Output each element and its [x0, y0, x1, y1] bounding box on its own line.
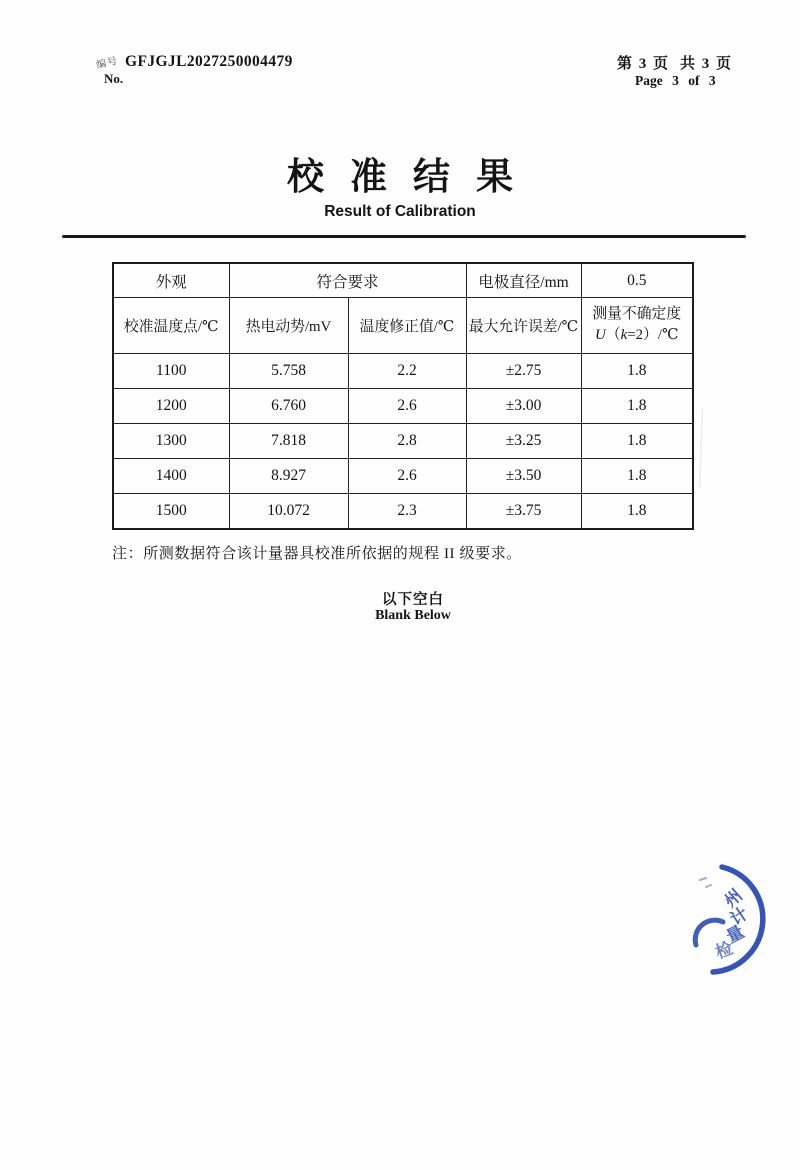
uncertainty-rest: =2）/℃ [627, 327, 679, 343]
cell-temp: 1200 [113, 389, 229, 424]
uncertainty-header-line1: 测量不确定度 [592, 306, 682, 323]
note-text: 注：所测数据符合该计量器具校准所依据的规程 II 级要求。 [112, 546, 522, 562]
col-header-correction: 温度修正值/℃ [348, 298, 466, 354]
uncertainty-paren-open: （ [605, 327, 621, 343]
electrode-diameter-label: 电极直径/mm [466, 263, 581, 298]
blank-below-cn: 以下空白 [382, 592, 444, 608]
cell-emf: 8.927 [229, 459, 348, 494]
official-seal-stamp [680, 850, 790, 990]
cell-mpe: ±3.25 [466, 424, 581, 459]
page-title-cn: 校准结果 [287, 157, 539, 198]
table-row [113, 389, 693, 424]
serial-label-handwritten: 编号 [95, 55, 120, 72]
cell-corr: 2.8 [348, 424, 466, 459]
blank-below-en: Blank Below [375, 608, 451, 623]
appearance-value: 符合要求 [229, 263, 466, 298]
cell-unc: 1.8 [581, 459, 693, 494]
appearance-label: 外观 [113, 263, 229, 298]
title-divider-rule [62, 235, 746, 238]
certificate-number: GFJGJL2027250004479 [125, 53, 293, 70]
page-indicator-en: Page 3 of 3 [635, 73, 716, 88]
cell-unc: 1.8 [581, 389, 693, 424]
cell-mpe: ±3.00 [466, 389, 581, 424]
uncertainty-header-line2 [582, 325, 693, 346]
cell-corr: 2.3 [348, 494, 466, 530]
cell-mpe: ±3.50 [466, 459, 581, 494]
cell-unc: 1.8 [581, 494, 693, 530]
cell-emf: 10.072 [229, 494, 348, 530]
cell-temp: 1100 [113, 354, 229, 389]
stamp-char-4: 检 [712, 938, 736, 963]
table-row [113, 459, 693, 494]
cell-corr: 2.2 [348, 354, 466, 389]
cell-temp: 1300 [113, 424, 229, 459]
page-indicator-cn: 第 3 页 共 3 页 [617, 56, 733, 72]
cell-temp: 1400 [113, 459, 229, 494]
table-row [113, 494, 693, 530]
uncertainty-k-symbol: k [620, 327, 628, 343]
table-row [113, 424, 693, 459]
cell-emf: 7.818 [229, 424, 348, 459]
page-title-en: Result of Calibration [324, 203, 476, 220]
electrode-diameter-value: 0.5 [581, 263, 693, 298]
cell-emf: 6.760 [229, 389, 348, 424]
stamp-char-1: 州 [720, 885, 747, 912]
cell-emf: 5.758 [229, 354, 348, 389]
col-header-emf: 热电动势/mV [229, 298, 348, 354]
cell-corr: 2.6 [348, 389, 466, 424]
table-header-row [113, 298, 693, 354]
table-row [113, 354, 693, 389]
uncertainty-u-symbol: U [594, 327, 606, 343]
table-row-appearance [113, 263, 693, 298]
cell-temp: 1500 [113, 494, 229, 530]
stamp-char-3: 量 [723, 922, 748, 947]
cell-mpe: ±2.75 [466, 354, 581, 389]
no-label: No. [104, 71, 124, 86]
cell-unc: 1.8 [581, 354, 693, 389]
scan-artifact [699, 408, 704, 488]
calibration-results-table [112, 262, 694, 530]
stamp-char-2: 计 [726, 903, 752, 930]
cell-mpe: ±3.75 [466, 494, 581, 530]
stamp-faint-marks [700, 878, 711, 887]
cell-unc: 1.8 [581, 424, 693, 459]
col-header-mpe: 最大允许误差/℃ [466, 298, 581, 354]
col-header-temperature: 校准温度点/℃ [113, 298, 229, 354]
cell-corr: 2.6 [348, 459, 466, 494]
col-header-uncertainty [581, 298, 693, 354]
